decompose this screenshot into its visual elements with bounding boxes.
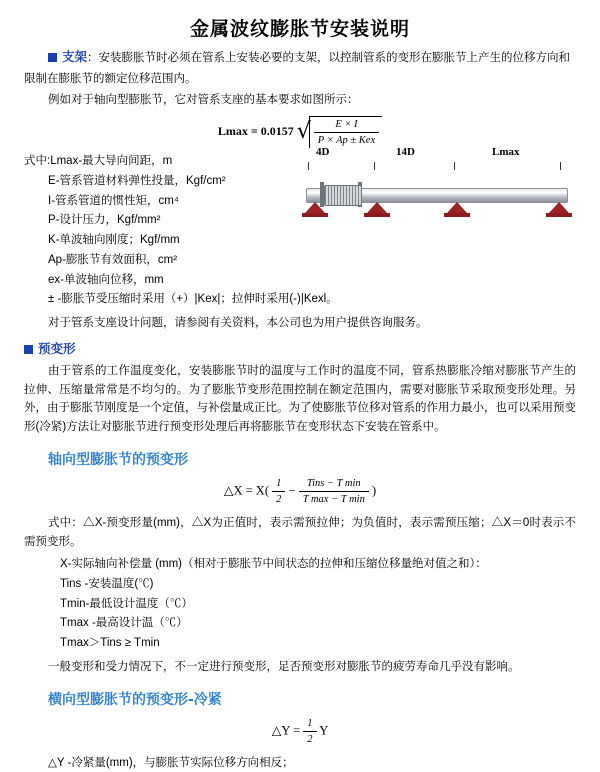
blue-square-bullet-icon <box>24 345 33 354</box>
page-title: 金属波纹膨胀节安装说明 <box>189 18 410 40</box>
support-base <box>444 213 470 217</box>
paragraph-predeform-intro: 由于管系的工作温度变化，安装膨胀节时的温度与工作时的温度不同，管系热膨胀冷缩对膨胀节产生的拉伸、压缩量常常是不均匀的。为了膨胀节变形范围控制在额定范围内，需要对膨胀节采取预变形处理。另外，由于膨胀节刚度是一个定值，与补偿量成正比。为了使膨胀节位移对管系的作用力最小，也可以采用预变形(冷紧)方法让对膨胀节进行预变形处理后再将膨胀节在变形状态下安装在管系中。 <box>24 365 576 433</box>
support-triangle-icon <box>367 202 387 213</box>
legend-item: E-管系管道材料弹性投量，Kgf/cm² <box>48 174 226 187</box>
fraction-temperature-ratio <box>299 477 369 506</box>
variable-item: Tmax＞Tins ≥ Tmin <box>60 637 160 650</box>
support-triangle-icon <box>549 202 569 213</box>
fraction-numerator: Tins − T min <box>299 477 369 492</box>
document-body <box>0 47 600 772</box>
support-anchor <box>546 202 572 218</box>
variable-item: Tins -安装温度(℃) <box>60 577 154 590</box>
dimension-label-4d: 4D <box>316 146 330 159</box>
section-heading-predeform <box>24 339 576 359</box>
legend-item: ± -膨胀节受压缩时采用（+）|Kex|；拉伸时采用(-)|Kexl。 <box>48 293 338 306</box>
variable-item: Tmin-最低设计温度（℃） <box>60 597 193 610</box>
legend-item: 式中:Lmax-最大导向间距，m <box>24 155 173 168</box>
paragraph-axial-note1: 式中：△X-预变形量(mm)，△X为正值时，表示需预拉伸；为负值时，表示需预压缩；△X＝0时表示不需预变形。 <box>24 516 576 548</box>
dimension-tick <box>560 162 561 170</box>
formula-lmax-lhs: Lmax = 0.0157 <box>217 123 294 138</box>
fraction-numerator: 1 <box>303 717 316 732</box>
support-triangle-icon <box>305 202 325 213</box>
dimension-label-lmax: Lmax <box>492 146 520 159</box>
legend-item: ex-单波轴向位移，mm <box>48 273 164 286</box>
formula-lateral-cold-pull <box>24 717 576 746</box>
fraction <box>314 118 379 147</box>
section-heading-support-label: 支架 <box>62 50 88 64</box>
formula-axial-predeform <box>24 477 576 506</box>
variable-item: X-实际轴向补偿量 (mm)（相对于膨胀节中间状态的拉伸和压缩位移量绝对值之和）： <box>60 558 487 571</box>
fraction-one-half <box>303 717 316 746</box>
legend-item: P-设计压力，Kgf/mm² <box>48 214 161 227</box>
legend-item: Ap-膨胀节有效面积，cm² <box>48 253 178 266</box>
fraction-denominator: T max − T min <box>302 493 365 505</box>
radical-icon: √ <box>296 119 311 144</box>
support-anchor <box>302 202 328 218</box>
paragraph-support-closing: 对于管系支座设计问题，请参阅有关资料，本公司也为用户提供咨询服务。 <box>48 317 428 330</box>
formula-lateral-lhs: △Y = <box>271 723 301 738</box>
support-base <box>546 213 572 217</box>
axial-variable-list <box>24 555 576 654</box>
formula-axial-rhs: ) <box>371 483 377 498</box>
dimension-tick <box>454 162 455 170</box>
bellows-expansion-joint <box>324 185 362 206</box>
support-base <box>302 213 328 217</box>
legend-item: I-管系管道的惯性矩，cm⁴ <box>48 194 179 207</box>
section-heading-support-rest: ：安装膨胀节时必须在管系上安装必要的支架，以控制管系的变形在膨胀节上产生的位移方向和限制在膨胀节的额定位移范围内。 <box>24 52 571 85</box>
dimension-tick <box>374 162 375 170</box>
fraction-one-half <box>272 477 285 506</box>
support-triangle-icon <box>447 202 467 213</box>
support-base <box>364 213 390 217</box>
fraction-numerator: 1 <box>272 477 285 492</box>
blue-square-bullet-icon <box>48 53 57 62</box>
paragraph-example: 例如对于轴向型膨胀节，它对管系支座的基本要求如图所示： <box>48 94 359 107</box>
formula-axial-minus: − <box>288 483 296 498</box>
dimension-tick <box>308 162 309 170</box>
formula-lateral-rhs: Y <box>319 723 329 738</box>
formula-lmax-numerator: E × I <box>314 118 379 133</box>
fraction-denominator: 2 <box>276 493 282 505</box>
support-guide <box>364 202 390 218</box>
pipe-support-diagram <box>302 144 570 242</box>
paragraph-lateral-note: △Y -冷紧量(mm)，与膨胀节实际位移方向相反； <box>48 756 294 769</box>
section-heading-support <box>24 47 576 88</box>
paragraph-axial-note2: 一般变形和受力情况下，不一定进行预变形，足否预变形对膨胀节的疲劳寿命几乎没有影响。 <box>48 660 520 673</box>
section-heading-predeform-label: 预变形 <box>38 341 76 356</box>
dimension-label-14d: 14D <box>396 146 415 159</box>
variable-item: Tmax -最高设计温（℃） <box>60 617 188 630</box>
document-page <box>0 14 600 769</box>
formula-axial-lhs: △X = X( <box>223 483 269 498</box>
legend-item: K-单波轴向刚度；Kgf/mm <box>48 234 180 247</box>
diagram-dimension-labels <box>302 144 570 164</box>
fraction-denominator: 2 <box>307 733 313 745</box>
subsection-heading-lateral: 横向型膨胀节的预变形-冷紧 <box>48 691 222 708</box>
formula-lmax-denominator: P × Ap ± Kex <box>317 135 376 146</box>
support-guide <box>444 202 470 218</box>
subsection-heading-axial: 轴向型膨胀节的预变形 <box>48 451 188 468</box>
pipe-assembly <box>302 180 570 210</box>
